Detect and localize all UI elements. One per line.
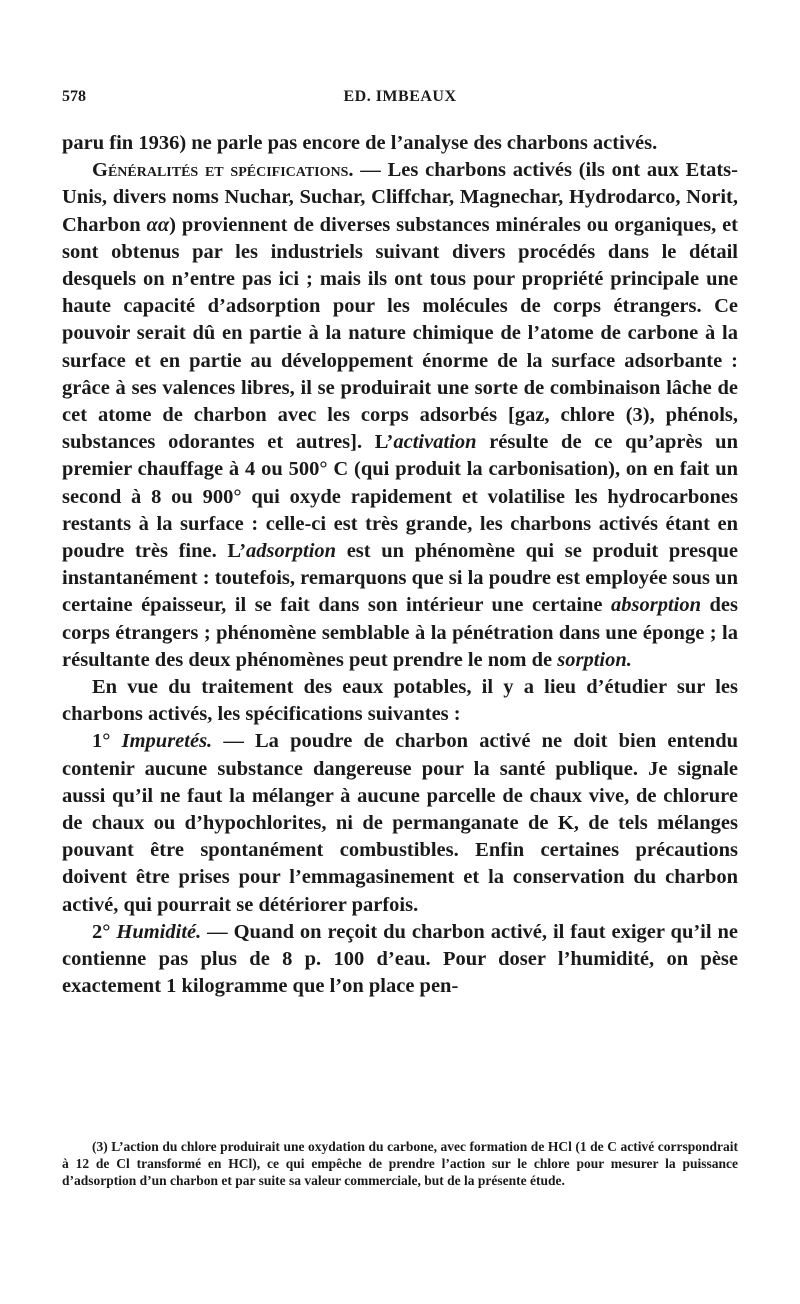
footnote-text: (3) L’action du chlore produirait une oxydation du carbone, avec formation de HCl (1 de C activé corrspondrait à 12 de Cl transformé en HCl), ce qui empêche de prendre l’action sur le chlore pour mesurer la puissance d’adsorption d’un charbon et par suite sa valeur commerciale, but de la présente étude.	[62, 1139, 738, 1188]
body-text	[62, 130, 738, 1001]
alpha-symbol: αα	[146, 213, 170, 236]
text-run: L’	[374, 431, 394, 454]
paragraph-specifications: En vue du traitement des eaux potables, il y a lieu d’étudier sur les charbons activés, les spécifications suivantes :	[62, 676, 738, 726]
item-title-humidite: Humidité.	[116, 920, 202, 943]
footnote	[62, 1138, 738, 1189]
text-run: — Quand on reçoit du charbon activé, il faut exiger qu’il ne contienne pas plus de 8 p. 100 d’eau. Pour doser l’humidité, on pèse exactement 1 kilogramme que l’on place pen-	[62, 920, 739, 998]
page-number: 578	[62, 88, 86, 105]
paragraph-impuretes	[62, 728, 738, 918]
item-number: 1°	[92, 730, 111, 753]
term-sorption: sorption.	[557, 648, 632, 671]
text-run: est un phénomène qui se produit presque instantanément : toutefois, remarquons que si la poudre est employée sous un certaine épaisseur, il se fait dans son intérieur une certaine	[62, 540, 738, 617]
text-run: ) proviennent de diverses substances minérales ou organiques, et sont obtenus par les industriels suivant divers procédés dans le détail desquels on n’entre pas ici ; mais ils ont tous pour propriété principale une haute capacité d’adsorption pour les molécules de corps étrangers. Ce pouvoir serait dû en partie à la nature chimique de l’atome de carbone à la surface et en partie au développement énorme de la surface adsorbante : grâce à ses valences libres, il se produirait une sorte de combinaison lâche de cet atome de charbon avec les corps adsorbés [gaz, chlore (3), phénols, substances odorantes et autres].	[62, 213, 738, 454]
running-head: ED. IMBEAUX	[343, 88, 457, 105]
paragraph-1: paru fin 1936) ne parle pas encore de l’analyse des charbons activés.	[62, 132, 658, 154]
term-adsorption: adsorption	[246, 540, 337, 563]
text-run: — Les charbons activés (ils ont aux Etats-Unis, divers noms Nuchar, Suchar, Cliffchar, Magnechar, Hydrodarco, Norit, Charbon	[62, 159, 738, 236]
item-number: 2°	[92, 920, 111, 943]
item-title-impuretes: Impuretés.	[121, 730, 213, 753]
term-absorption: absorption	[611, 594, 702, 617]
page-header	[62, 88, 738, 112]
text-run: L’	[227, 540, 247, 563]
paragraph-humidite	[62, 919, 738, 1001]
term-activation: activation	[393, 431, 477, 454]
text-run: — La poudre de charbon activé ne doit bien entendu contenir aucune substance dangereuse pour la santé publique. Je signale aussi qu’il ne faut la mélanger à aucune parcelle de chaux vive, de chlorure de chaux ou d’hypochlorites, ni de permanganate de K, de tels mélanges pouvant être spontanément combustibles. Enfin certaines précautions doivent être prises pour l’emmagasinement et la conservation du charbon activé, qui pourrait se détériorer parfois.	[62, 730, 739, 916]
text-run: résulte de ce qu’après un premier chauffage à 4 ou 500° C (qui produit la carbonisation), on en fait un second à 8 ou 900° qui oxyde rapidement et volatilise les hydrocarbones restants à la surface : celle-ci est très grande, les charbons activés étant en poudre très fine.	[62, 431, 738, 563]
text-run: des corps étrangers ; phénomène semblable à la pénétration dans une éponge ; la résultante des deux phénomènes peut prendre le nom de	[62, 594, 738, 671]
paragraph-generalites	[62, 157, 738, 674]
section-heading-generalites: Généralités et spécifications.	[92, 159, 354, 182]
